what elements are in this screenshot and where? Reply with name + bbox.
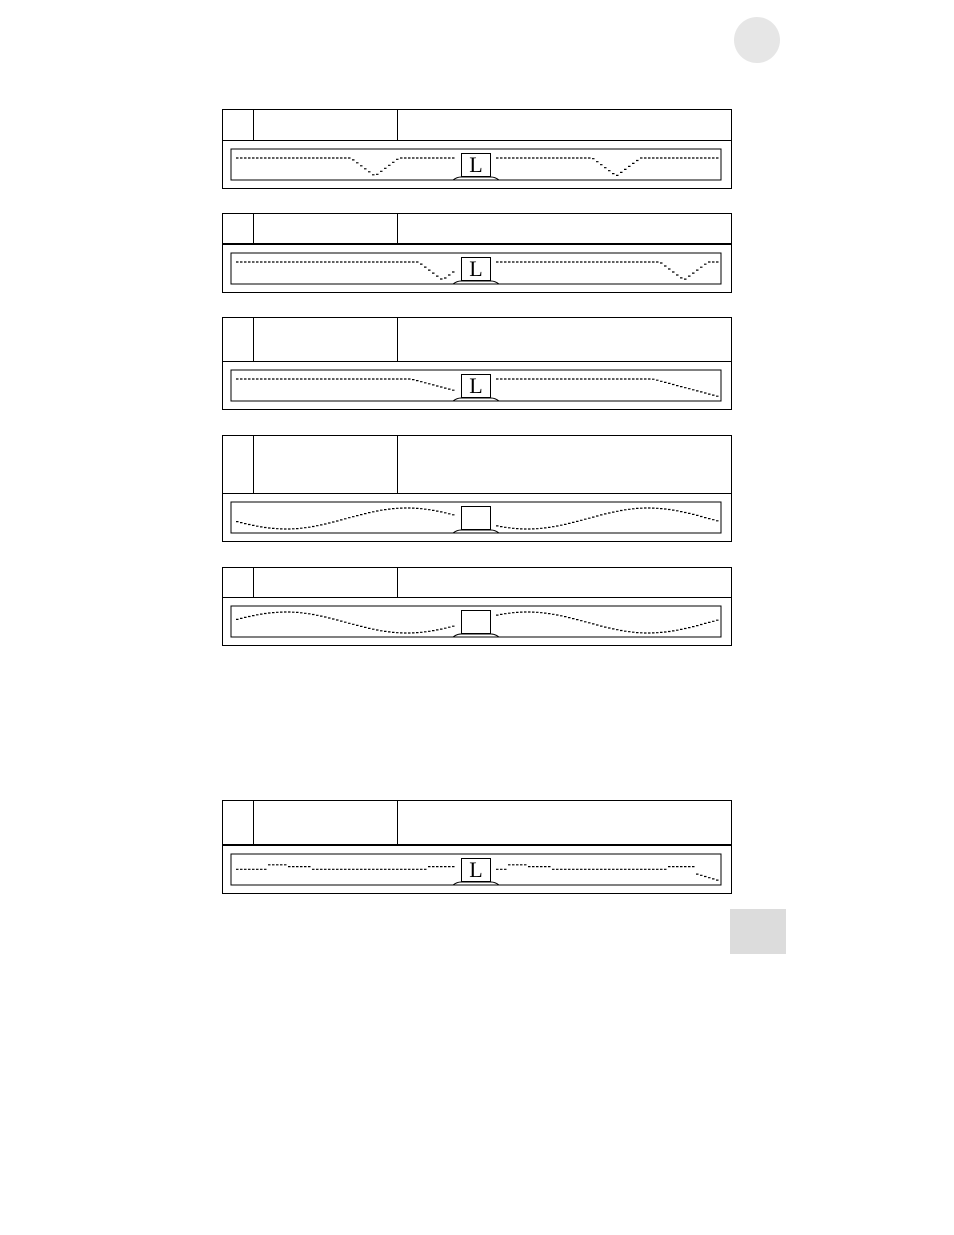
display-entry-3 xyxy=(222,317,732,410)
header-cell-number xyxy=(223,436,254,493)
lcd-channel-label xyxy=(461,610,491,634)
lcd-channel-label: L xyxy=(461,257,491,281)
entry-header xyxy=(223,110,731,141)
lcd-channel-label: L xyxy=(461,374,491,398)
header-cell-description xyxy=(398,568,731,597)
lcd-display xyxy=(223,245,731,292)
header-cell-name xyxy=(254,214,398,243)
header-cell-description xyxy=(398,214,731,243)
lcd-display xyxy=(223,846,731,893)
header-cell-description xyxy=(398,801,731,844)
lcd-display xyxy=(223,494,731,541)
header-cell-number xyxy=(223,801,254,844)
lcd-channel-label xyxy=(461,506,491,530)
header-cell-name xyxy=(254,801,398,844)
page-number-circle xyxy=(734,17,780,63)
lcd-channel-label: L xyxy=(461,858,491,882)
lcd-channel-label: L xyxy=(461,153,491,177)
lcd-display xyxy=(223,598,731,645)
header-cell-name xyxy=(254,436,398,493)
display-entry-6 xyxy=(222,800,732,894)
header-cell-number xyxy=(223,568,254,597)
header-cell-name xyxy=(254,318,398,361)
entry-header xyxy=(223,436,731,494)
header-cell-description xyxy=(398,436,731,493)
entry-header xyxy=(223,214,731,245)
header-cell-description xyxy=(398,110,731,140)
display-entry-4 xyxy=(222,435,732,542)
header-cell-number xyxy=(223,318,254,361)
lcd-display xyxy=(223,362,731,409)
display-entry-5 xyxy=(222,567,732,646)
page-edge-tab xyxy=(730,909,786,954)
display-entry-2 xyxy=(222,213,732,293)
header-cell-description xyxy=(398,318,731,361)
display-entry-1 xyxy=(222,109,732,189)
header-cell-name xyxy=(254,568,398,597)
header-cell-number xyxy=(223,214,254,243)
lcd-display xyxy=(223,141,731,188)
entry-header xyxy=(223,318,731,362)
header-cell-number xyxy=(223,110,254,140)
header-cell-name xyxy=(254,110,398,140)
entry-header xyxy=(223,801,731,846)
entry-header xyxy=(223,568,731,598)
